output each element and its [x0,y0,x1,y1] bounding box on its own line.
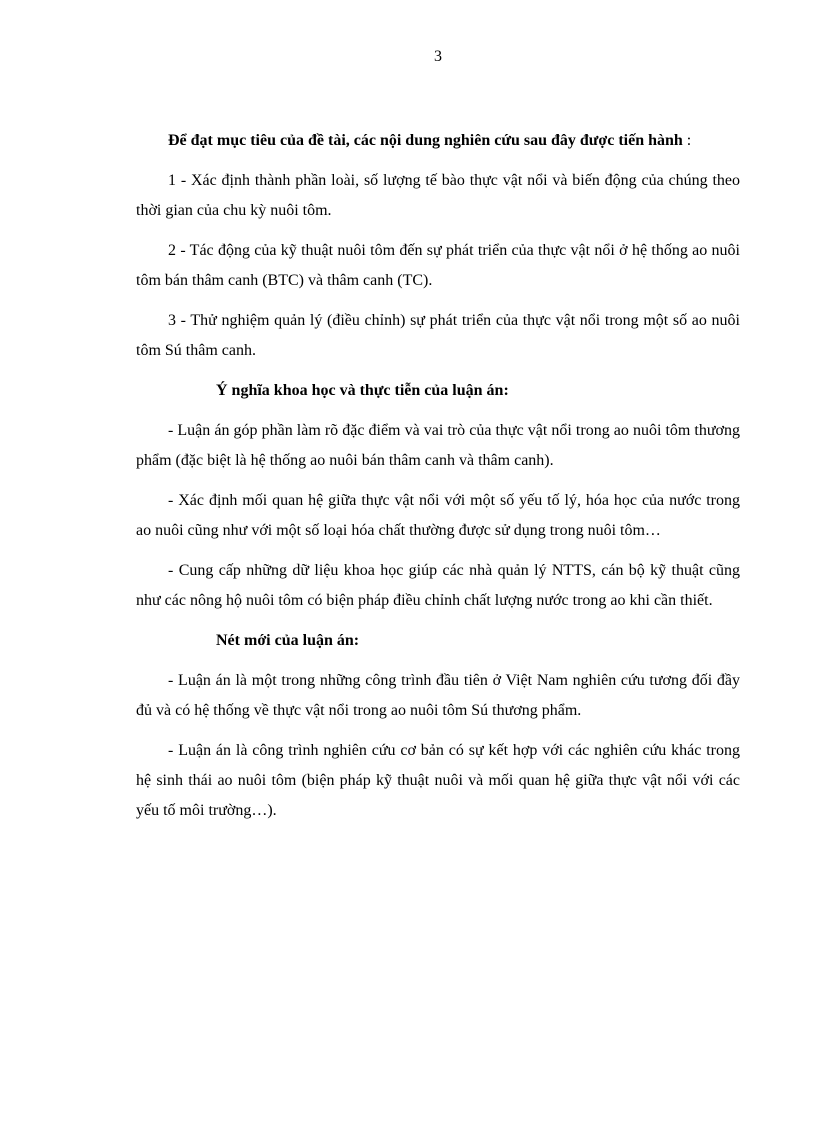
document-body [136,126,740,836]
novelty-item-2: - Luận án là công trình nghiên cứu cơ bản có sự kết hợp với các nghiên cứu khác trong hệ sinh thái ao nuôi tôm (biện pháp kỹ thuật nuôi và mối quan hệ giữa thực vật nổi với các yếu tố môi trường…). [136,742,740,819]
intro-tail: : [682,132,692,149]
objective-2: 2 - Tác động của kỹ thuật nuôi tôm đến sự phát triển của thực vật nổi ở hệ thống ao nuôi tôm bán thâm canh (BTC) và thâm canh (TC). [136,242,740,289]
objective-1: 1 - Xác định thành phần loài, số lượng tế bào thực vật nổi và biến động của chúng theo thời gian của chu kỳ nuôi tôm. [136,172,740,219]
novelty-item-1: - Luận án là một trong những công trình đầu tiên ở Việt Nam nghiên cứu tương đối đầy đủ và có hệ thống về thực vật nổi trong ao nuôi tôm Sú thương phẩm. [136,672,740,719]
significance-item-3: - Cung cấp những dữ liệu khoa học giúp các nhà quản lý NTTS, cán bộ kỹ thuật cũng như các nông hộ nuôi tôm có biện pháp điều chỉnh chất lượng nước trong ao khi cần thiết. [136,562,740,609]
significance-item-1: - Luận án góp phần làm rõ đặc điểm và vai trò của thực vật nổi trong ao nuôi tôm thương phẩm (đặc biệt là hệ thống ao nuôi bán thâm canh và thâm canh). [136,422,740,469]
intro-paragraph [136,126,740,156]
objective-3: 3 - Thử nghiệm quản lý (điều chỉnh) sự phát triển của thực vật nổi trong một số ao nuôi tôm Sú thâm canh. [136,312,740,359]
page-number: 3 [434,48,442,65]
significance-heading: Ý nghĩa khoa học và thực tiễn của luận án: [216,382,509,399]
novelty-heading: Nét mới của luận án: [216,632,360,649]
significance-item-2: - Xác định mối quan hệ giữa thực vật nổi với một số yếu tố lý, hóa học của nước trong ao nuôi cũng như với một số loại hóa chất thường được sử dụng trong nuôi tôm… [136,492,740,539]
intro-bold-text: Để đạt mục tiêu của đề tài, các nội dung nghiên cứu sau đây được tiến hành [168,132,683,149]
